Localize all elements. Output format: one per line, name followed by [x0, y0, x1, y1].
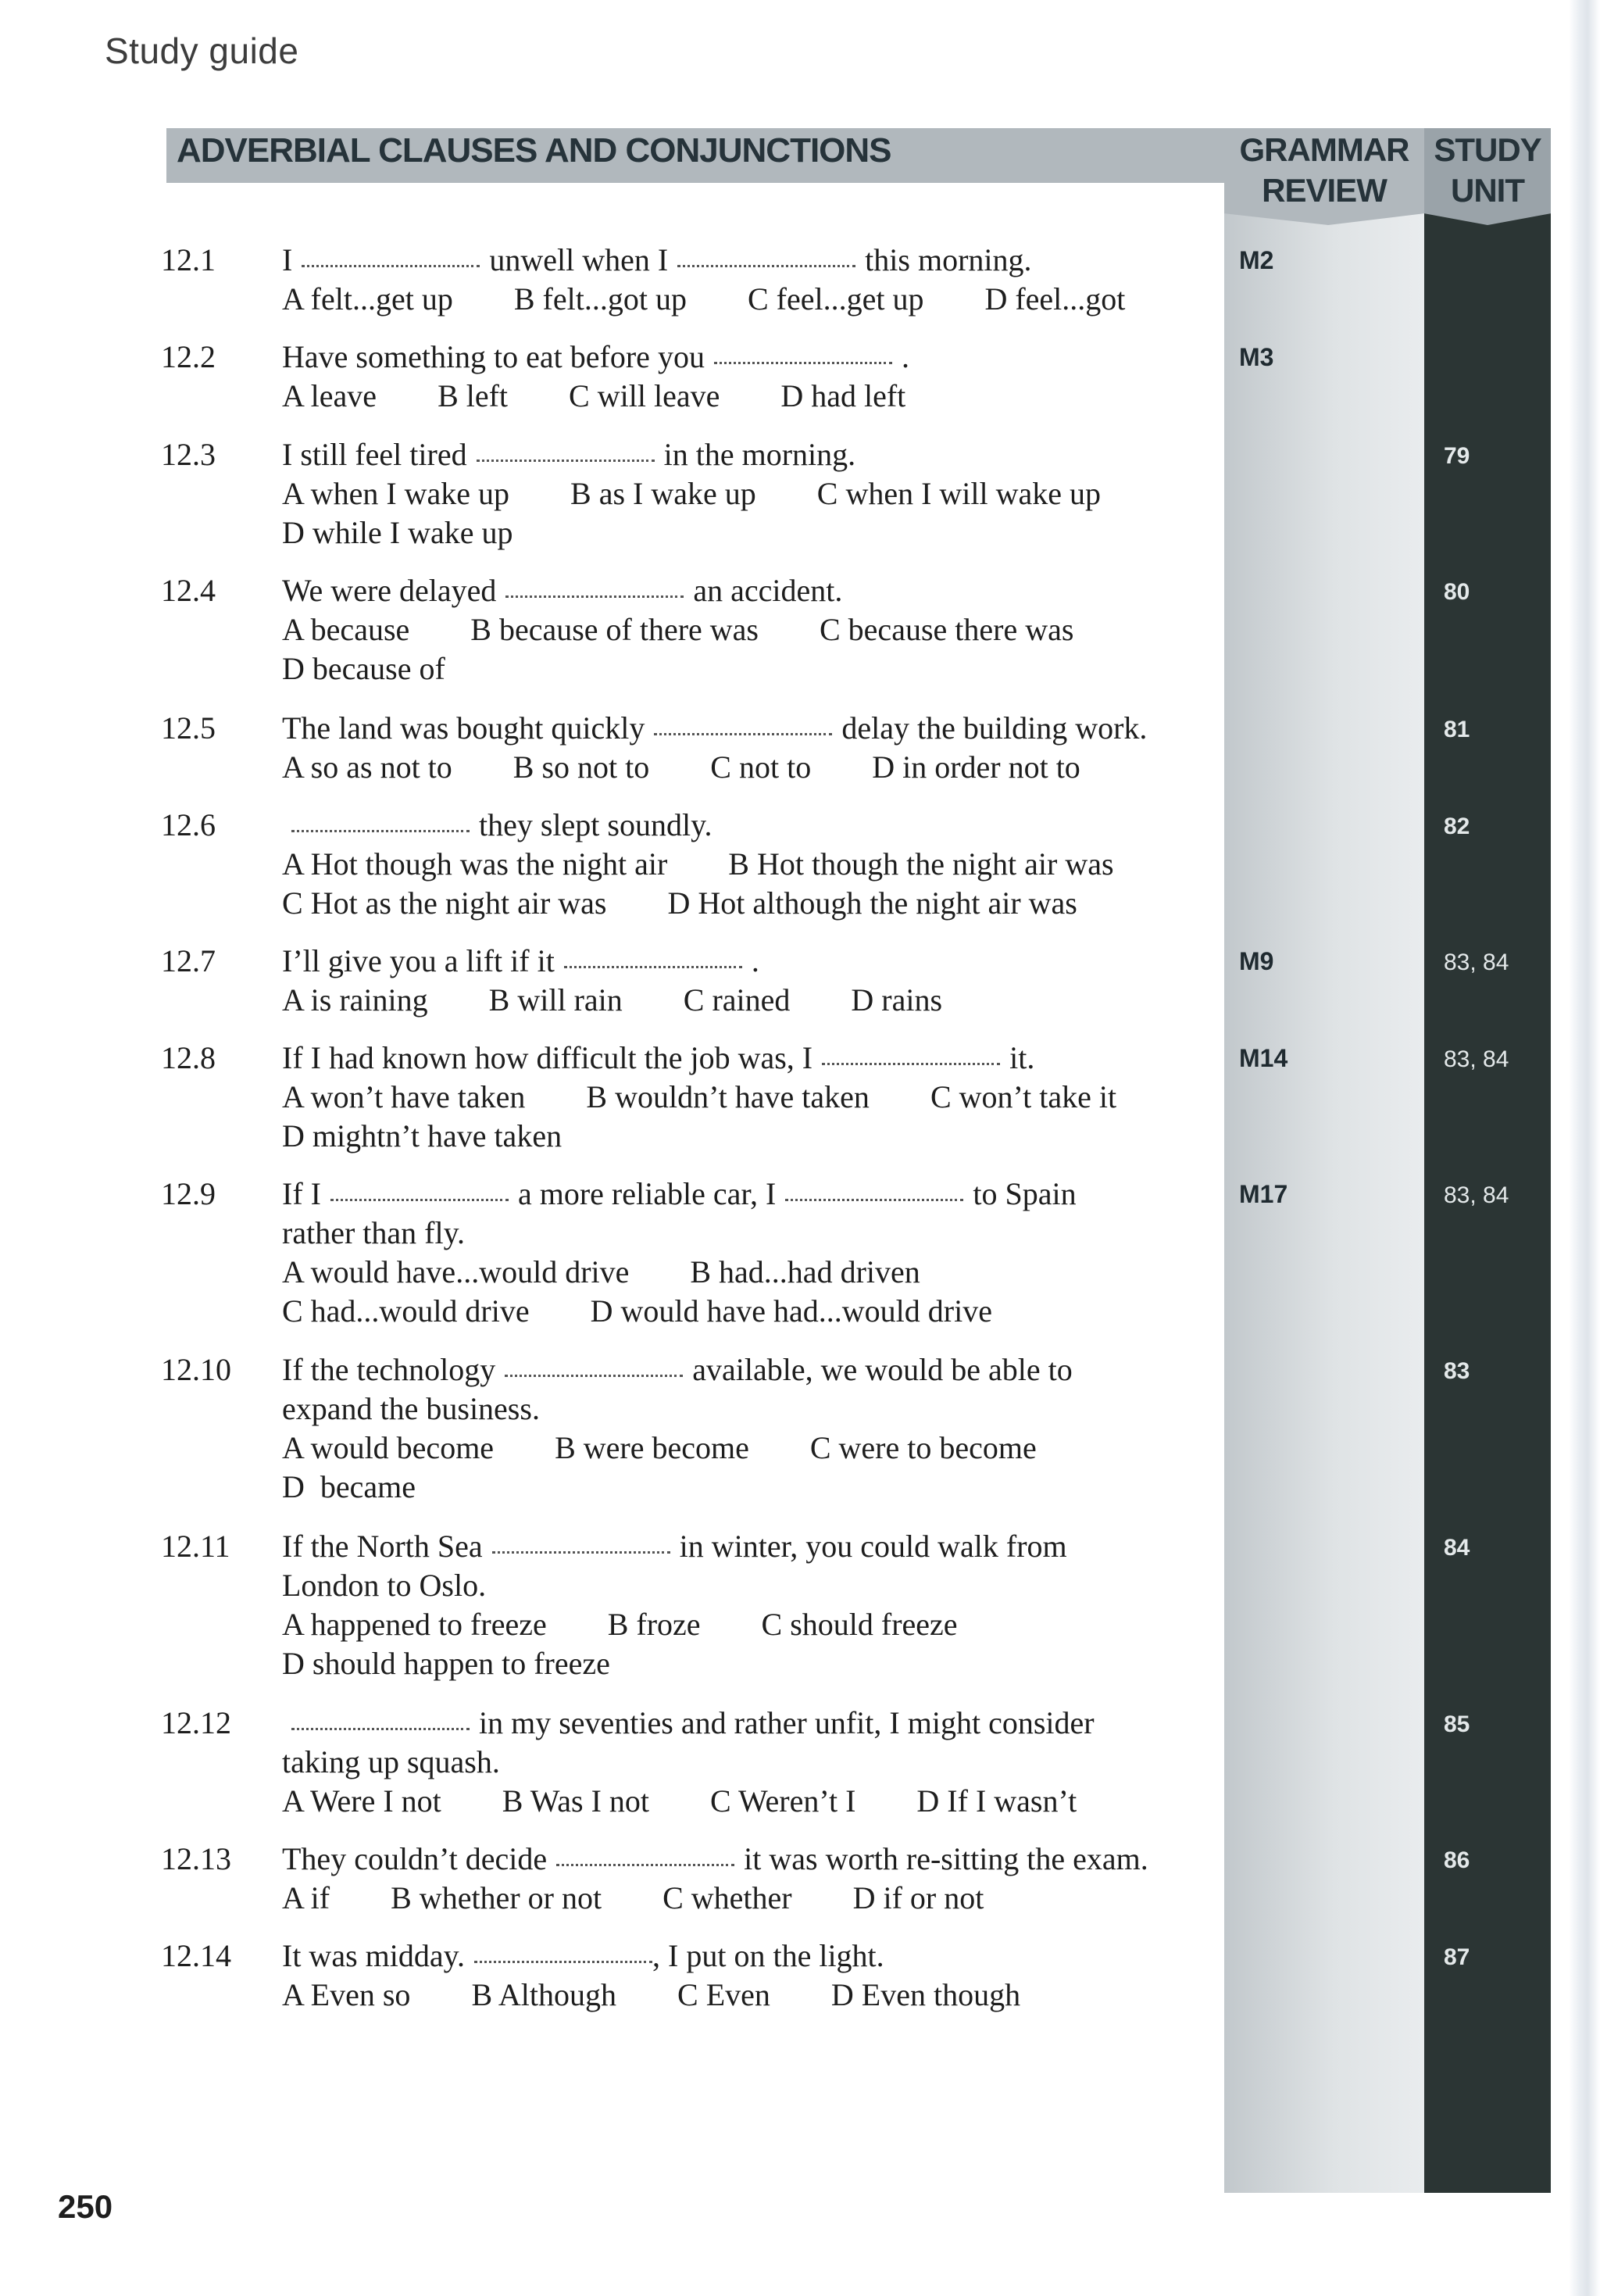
question-text-segment: taking up squash. [282, 1744, 500, 1779]
answer-option: B had...had driven [690, 1254, 920, 1289]
question-text [282, 942, 942, 1020]
question-text [282, 338, 909, 416]
question-text-segment: . [901, 339, 909, 374]
question-number: 12.3 [161, 437, 216, 472]
study-unit-heading [1424, 130, 1551, 211]
question-line [282, 377, 909, 416]
answer-gap [477, 460, 655, 462]
question-text-segment: in my seventies and rather unfit, I might consider [479, 1705, 1095, 1740]
answer-option: C were to become [809, 1430, 1037, 1465]
question-text [282, 1350, 1073, 1507]
question-number: 12.10 [161, 1352, 231, 1387]
answer-option: C feel...get up [747, 281, 924, 317]
answer-option: A if [282, 1880, 330, 1915]
question-text [282, 1937, 1020, 2015]
answer-option: D mightn’t have taken [282, 1118, 562, 1153]
question-line [282, 435, 1101, 474]
answer-option: B Although [471, 1977, 617, 2012]
question-text-segment: expand the business. [282, 1391, 540, 1426]
question-number: 12.9 [161, 1176, 216, 1211]
answer-option: C Even [677, 1977, 770, 2012]
question-text-segment: in the morning. [663, 437, 856, 472]
answer-option: A is raining [282, 982, 428, 1017]
question-line [282, 241, 1125, 280]
question-text-segment: We were delayed [282, 573, 497, 608]
answer-gap [714, 362, 892, 364]
question-text [282, 1175, 1077, 1331]
answer-option: A Were I not [282, 1783, 441, 1819]
answer-option: A won’t have taken [282, 1079, 526, 1114]
study-unit-ref: 84 [1444, 1535, 1470, 1561]
question-line [282, 1429, 1073, 1468]
question-text [282, 1704, 1095, 1821]
question-text [282, 1527, 1067, 1683]
answer-option: B felt...got up [513, 281, 687, 317]
answer-option: A felt...get up [282, 281, 453, 317]
answer-option: D Even though [830, 1977, 1021, 2012]
question-text-segment: Have something to eat before you [282, 339, 705, 374]
question-line [282, 1782, 1095, 1821]
answer-gap [564, 966, 742, 968]
question-text-segment: a more reliable car, I [517, 1176, 777, 1211]
answer-gap [822, 1063, 1000, 1065]
question-text-segment: If the North Sea [282, 1529, 483, 1564]
answer-gap [291, 1728, 470, 1730]
question-line [282, 1743, 1095, 1782]
answer-option: B because of there was [470, 612, 759, 647]
answer-option: A Hot though was the night air [282, 846, 668, 882]
question-text-segment: it was worth re-sitting the exam. [744, 1841, 1148, 1876]
answer-option: A leave [282, 378, 377, 413]
question-line [282, 474, 1101, 513]
question-line [282, 1117, 1116, 1156]
question-text [282, 571, 1073, 688]
answer-option: B Was I not [502, 1783, 650, 1819]
answer-option: C because there was [820, 612, 1074, 647]
answer-gap [505, 595, 684, 598]
answer-option: B were become [555, 1430, 749, 1465]
answer-gap [654, 733, 832, 735]
answer-option: C should freeze [761, 1607, 958, 1642]
answer-option: A would have...would drive [282, 1254, 630, 1289]
study-unit-ref: 83, 84 [1444, 1046, 1509, 1072]
answer-gap [677, 265, 855, 267]
answer-option: B wouldn’t have taken [586, 1079, 870, 1114]
study-unit-ref: 83, 84 [1444, 950, 1509, 975]
answer-option: C will leave [569, 378, 720, 413]
answer-option: C Hot as the night air was [282, 885, 607, 921]
question-number: 12.5 [161, 710, 216, 746]
question-text-segment: unwell when I [489, 242, 669, 277]
answer-option: C not to [710, 749, 812, 785]
question-text [282, 241, 1125, 319]
question-line [282, 513, 1101, 553]
question-text-segment: delay the building work. [841, 710, 1148, 746]
question-number: 12.13 [161, 1841, 231, 1876]
question-line [282, 649, 1073, 688]
question-text-segment: If the technology [282, 1352, 496, 1387]
question-line [282, 1175, 1077, 1214]
question-number: 12.4 [161, 573, 216, 608]
question-number: 12.2 [161, 339, 216, 374]
study-unit-ref: 80 [1444, 579, 1470, 605]
study-unit-ref: 83 [1444, 1358, 1470, 1384]
answer-option: D Hot although the night air was [667, 885, 1077, 921]
question-line [282, 884, 1114, 923]
question-text-segment: If I had known how difficult the job was, I [282, 1040, 813, 1075]
grammar-review-heading [1224, 130, 1424, 211]
question-text-segment: they slept soundly. [479, 807, 712, 842]
question-text [282, 806, 1114, 923]
question-line [282, 1644, 1067, 1683]
study-unit-heading-line: STUDY [1434, 131, 1541, 168]
question-line [282, 748, 1147, 787]
question-text-segment: They couldn’t decide [282, 1841, 548, 1876]
question-line [282, 1605, 1067, 1644]
study-unit-ref: 79 [1444, 443, 1470, 469]
question-line [282, 709, 1147, 748]
question-line [282, 1214, 1077, 1253]
question-number: 12.12 [161, 1705, 231, 1740]
question-line [282, 806, 1114, 845]
question-number: 12.7 [161, 943, 216, 978]
answer-option: D while I wake up [282, 515, 513, 550]
answer-option: D would have had...would drive [590, 1293, 992, 1329]
grammar-review-ref: M17 [1239, 1180, 1288, 1208]
study-unit-ref: 83, 84 [1444, 1182, 1509, 1208]
study-unit-ref: 87 [1444, 1944, 1470, 1970]
answer-option: D If I wasn’t [916, 1783, 1077, 1819]
question-number: 12.1 [161, 242, 216, 277]
question-text-segment: . [751, 943, 759, 978]
question-text-segment: an accident. [693, 573, 843, 608]
answer-gap [474, 1961, 652, 1963]
question-text-segment: It was midday. [282, 1938, 466, 1973]
section-title: ADVERBIAL CLAUSES AND CONJUNCTIONS [177, 131, 891, 170]
question-text-segment: it. [1009, 1040, 1035, 1075]
answer-option: C rained [683, 982, 791, 1017]
question-text [282, 709, 1147, 787]
question-number: 12.6 [161, 807, 216, 842]
question-line [282, 1840, 1148, 1879]
answer-option: D in order not to [872, 749, 1080, 785]
study-unit-ref: 86 [1444, 1847, 1470, 1873]
question-line [282, 1078, 1116, 1117]
answer-option: B left [438, 378, 509, 413]
question-line [282, 1350, 1073, 1389]
question-number: 12.14 [161, 1938, 231, 1973]
question-text-segment: this morning. [865, 242, 1032, 277]
grammar-review-ref: M3 [1239, 343, 1274, 371]
answer-gap [302, 265, 480, 267]
answer-option: C won’t take it [930, 1079, 1117, 1114]
answer-option: B froze [607, 1607, 701, 1642]
answer-option: D became [282, 1469, 416, 1504]
question-text-segment: I still feel tired [282, 437, 467, 472]
question-text-segment: I [282, 242, 293, 277]
question-number: 12.8 [161, 1040, 216, 1075]
page-number: 250 [58, 2188, 113, 2225]
answer-gap [556, 1864, 734, 1866]
study-unit-ref: 82 [1444, 814, 1470, 839]
answer-option: A when I wake up [282, 476, 510, 511]
answer-option: D rains [851, 982, 943, 1017]
grammar-review-column [1224, 128, 1424, 2193]
question-line [282, 280, 1125, 319]
question-line [282, 845, 1114, 884]
question-text-segment: rather than fly. [282, 1215, 465, 1250]
answer-option: D feel...got [984, 281, 1126, 317]
grammar-review-heading-line: GRAMMAR [1239, 131, 1409, 168]
question-text [282, 1840, 1148, 1918]
answer-option: C whether [662, 1880, 792, 1915]
question-text-segment: The land was bought quickly [282, 710, 645, 746]
grammar-review-heading-line: REVIEW [1262, 172, 1387, 209]
question-line [282, 610, 1073, 649]
answer-gap [291, 830, 470, 832]
answer-option: D if or not [852, 1880, 984, 1915]
page-edge-shadow [1569, 0, 1600, 2296]
grammar-review-ref: M2 [1239, 246, 1274, 274]
question-line [282, 1292, 1077, 1331]
answer-option: D had left [780, 378, 906, 413]
answer-gap [330, 1199, 509, 1201]
answer-option: B as I wake up [570, 476, 756, 511]
answer-option: D should happen to freeze [282, 1646, 610, 1681]
study-unit-ref: 85 [1444, 1711, 1470, 1737]
question-text-segment: to Spain [973, 1176, 1077, 1211]
answer-gap [492, 1551, 670, 1554]
question-line [282, 1976, 1020, 2015]
question-line [282, 1468, 1073, 1507]
question-line [282, 338, 909, 377]
study-unit-ref: 81 [1444, 717, 1470, 742]
question-text-segment: in winter, you could walk from [679, 1529, 1067, 1564]
answer-gap [505, 1375, 683, 1377]
question-number: 12.11 [161, 1529, 230, 1564]
question-text-segment: If I [282, 1176, 321, 1211]
question-text-segment: I’ll give you a lift if it [282, 943, 555, 978]
question-text [282, 1039, 1116, 1156]
study-unit-heading-line: UNIT [1451, 172, 1524, 209]
question-line: It was midday. , I put on the light. [282, 1938, 884, 1973]
question-line [282, 1704, 1095, 1743]
question-text-segment: London to Oslo. [282, 1568, 487, 1603]
question-text-segment: I put on the light. [668, 1938, 884, 1973]
question-line [282, 1566, 1067, 1605]
answer-option: C Weren’t I [710, 1783, 856, 1819]
answer-option: C had...would drive [282, 1293, 530, 1329]
question-line [282, 1253, 1077, 1292]
question-line [282, 1879, 1148, 1918]
answer-option: B whether or not [391, 1880, 602, 1915]
answer-option: D because of [282, 651, 445, 686]
answer-option: C when I will wake up [816, 476, 1102, 511]
question-text-segment: available, we would be able to [692, 1352, 1073, 1387]
question-line [282, 1527, 1067, 1566]
answer-gap [785, 1199, 963, 1201]
answer-option: A Even so [282, 1977, 411, 2012]
answer-option: B Hot though the night air was [728, 846, 1114, 882]
question-line [282, 1389, 1073, 1429]
answer-option: B so not to [512, 749, 650, 785]
question-line [282, 942, 942, 981]
answer-option: A because [282, 612, 410, 647]
question-text [282, 435, 1101, 553]
answer-option: B will rain [488, 982, 623, 1017]
question-line [282, 1039, 1116, 1078]
question-line [282, 981, 942, 1020]
running-header: Study guide [105, 30, 299, 71]
grammar-review-ref: M14 [1239, 1044, 1288, 1072]
answer-option: A would become [282, 1430, 495, 1465]
answer-option: A so as not to [282, 749, 452, 785]
answer-option: A happened to freeze [282, 1607, 547, 1642]
question-line [282, 571, 1073, 610]
grammar-review-ref: M9 [1239, 947, 1274, 975]
